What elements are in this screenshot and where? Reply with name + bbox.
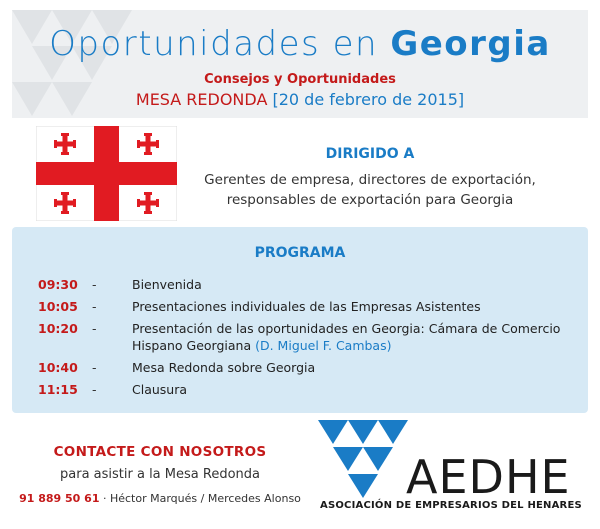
contact-subtitle: para asistir a la Mesa Redonda <box>60 467 260 482</box>
aedhe-logo <box>318 420 590 524</box>
contact-names: · Héctor Marqués / Mercedes Alonso <box>102 492 301 505</box>
header-banner <box>12 10 588 118</box>
title-bold: Georgia <box>390 24 551 64</box>
program-time: 09:30 <box>38 277 78 292</box>
page-title <box>12 24 588 64</box>
program-item-line-2: Hispano Georgiana <box>132 338 252 353</box>
event-date: [20 de febrero de 2015] <box>272 90 465 109</box>
subtitle: Consejos y Oportunidades <box>204 72 396 87</box>
audience-line-2: responsables de exportación para Georgia <box>226 192 514 208</box>
program-dash: - <box>92 321 97 336</box>
georgia-flag-icon <box>36 126 177 221</box>
audience-line-1: Gerentes de empresa, directores de exportación, <box>204 172 536 188</box>
program-dash: - <box>92 299 97 314</box>
program-item: Clausura <box>132 382 188 397</box>
logo-subtitle: ASOCIACIÓN DE EMPRESARIOS DEL HENARES <box>320 500 582 511</box>
aedhe-triangles-icon <box>318 420 408 498</box>
mesa-label: MESA REDONDA <box>135 90 268 109</box>
contact-details <box>0 492 320 505</box>
program-heading: PROGRAMA <box>254 245 346 261</box>
program-item: Mesa Redonda sobre Georgia <box>132 360 316 375</box>
program-time: 11:15 <box>38 382 78 397</box>
event-line <box>12 90 588 109</box>
audience-heading: DIRIGIDO A <box>325 146 415 162</box>
program-item-line-1: Presentación de las oportunidades en Georgia: Cámara de Comercio <box>132 321 561 336</box>
program-time: 10:40 <box>38 360 78 375</box>
program-speaker: (D. Miguel F. Cambas) <box>255 338 392 353</box>
program-item: Presentaciones individuales de las Empresas Asistentes <box>132 299 481 314</box>
audience-text <box>188 170 552 210</box>
program-item: Bienvenida <box>132 277 202 292</box>
contact-phone-link[interactable]: 91 889 50 61 <box>19 492 100 505</box>
program-dash: - <box>92 382 97 397</box>
program-panel <box>12 227 588 413</box>
program-item <box>132 320 562 354</box>
program-time: 10:20 <box>38 321 78 336</box>
program-dash: - <box>92 277 97 292</box>
contact-heading: CONTACTE CON NOSOTROS <box>53 444 267 460</box>
title-prefix: Oportunidades en <box>49 24 379 64</box>
program-time: 10:05 <box>38 299 78 314</box>
logo-wordmark: AEDHE <box>406 450 571 504</box>
program-dash: - <box>92 360 97 375</box>
